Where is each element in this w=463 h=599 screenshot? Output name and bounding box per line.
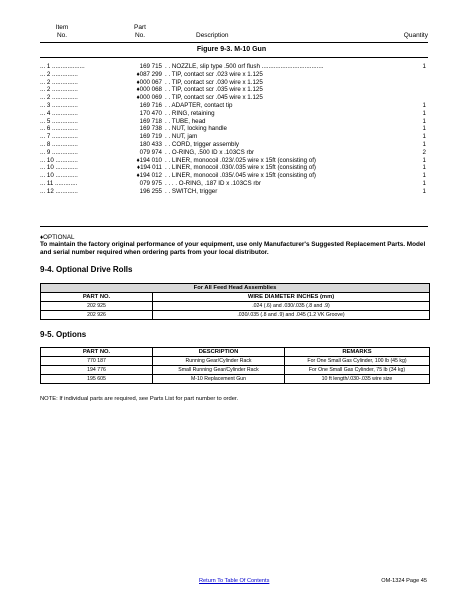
replacement-parts-notice: To maintain the factory original performance of your equipment, use only Manufacturer's Suggested Replacement Parts. Model and serial number required when ordering parts from your local distributor. — [40, 241, 426, 256]
part-number: ♦087 299 — [136, 70, 162, 78]
part-description: . . TIP, contact scr .035 wire x 1.125 — [165, 86, 263, 94]
parts-note: NOTE: If individual parts are required, see Parts List for part number to order. — [40, 396, 239, 402]
part-description: . . NUT, locking handle — [165, 125, 227, 133]
item-number: ... 7 ............... — [40, 133, 78, 141]
part-description: . . TIP, contact scr .045 wire x 1.125 — [165, 94, 263, 102]
item-number: ... 12 ............. — [40, 187, 78, 195]
options-table — [40, 347, 430, 384]
part-description: . . LINER, monocoil .035/.045 wire x 15ft (consisting of) — [165, 172, 316, 180]
parts-row — [40, 110, 428, 118]
part-description: . . TIP, contact scr .030 wire x 1.125 — [165, 78, 263, 86]
description-header: Description — [196, 32, 229, 39]
part-quantity: 1 — [422, 179, 426, 187]
part-number: ♦194 011 — [136, 164, 162, 172]
parts-row — [40, 71, 428, 79]
item-number: ... 10 ............. — [40, 164, 78, 172]
part-number: 169 716 — [139, 101, 162, 109]
drive-rolls-col-wire: WIRE DIAMETER INCHES (mm) — [153, 293, 430, 302]
options-col-description: DESCRIPTION — [153, 348, 285, 357]
wire-diameter-cell: .030/.035 (.8 and .9) and .045 (1.2 VK Groove) — [153, 311, 430, 320]
part-number: 170 470 — [139, 109, 162, 117]
item-number: ... 10 ............. — [40, 172, 78, 180]
part-number: ♦000 069 — [136, 94, 162, 102]
part-description: . . NOZZLE, slip type .500 orf flush .................................... — [165, 63, 324, 70]
drive-rolls-heading: 9-4. Optional Drive Rolls — [40, 265, 133, 274]
part-number-cell: 202 925 — [41, 302, 153, 311]
part-quantity: 1 — [422, 140, 426, 148]
part-description: . . ADAPTER, contact tip — [165, 101, 233, 109]
part-quantity: 1 — [422, 63, 426, 70]
remarks-cell: 10 ft length/.030-.035 wire size — [285, 375, 430, 384]
parts-row — [40, 149, 428, 157]
parts-row — [40, 63, 428, 71]
optional-legend: ♦OPTIONAL — [40, 234, 75, 241]
parts-row — [40, 102, 428, 110]
quantity-header: Quantity — [403, 32, 428, 39]
part-description: . . RING, retaining — [165, 109, 215, 117]
part-number: 169 715 — [139, 63, 162, 70]
part-description: . . TUBE, head — [165, 117, 206, 125]
figure-title: Figure 9-3. M-10 Gun — [196, 46, 267, 53]
item-no-header: Item No. — [55, 24, 69, 39]
figure-title-rule — [40, 57, 428, 58]
part-number: 196 255 — [139, 187, 162, 195]
item-number: ... 10 ............. — [40, 156, 78, 164]
description-cell: M-10 Replacement Gun — [153, 375, 285, 384]
part-quantity: 1 — [422, 101, 426, 109]
part-description: . . . . O-RING, .187 ID x .103CS rbr — [165, 179, 261, 187]
parts-row — [40, 79, 428, 87]
part-quantity: 1 — [422, 133, 426, 141]
parts-list — [40, 63, 428, 196]
item-number: ... 1 ................... — [40, 63, 85, 70]
parts-row — [40, 157, 428, 165]
options-heading: 9-5. Options — [40, 330, 87, 339]
part-quantity: 1 — [422, 125, 426, 133]
part-quantity: 1 — [422, 109, 426, 117]
item-number: ... 5 ............... — [40, 117, 78, 125]
part-quantity: 1 — [422, 117, 426, 125]
page-number: OM-1324 Page 45 — [381, 578, 427, 584]
part-description: . . SWITCH, trigger — [165, 187, 218, 195]
item-number: ... 11 ............. — [40, 179, 78, 187]
options-col-part: PART NO. — [41, 348, 153, 357]
part-quantity: 1 — [422, 187, 426, 195]
item-number: ... 8 ............... — [40, 140, 78, 148]
part-number: ♦000 068 — [136, 86, 162, 94]
parts-row — [40, 188, 428, 196]
part-number-cell: 195 605 — [41, 375, 153, 384]
drive-rolls-table — [40, 283, 430, 320]
wire-diameter-cell: .024 (.6) and .030/.035 (.8 and .9) — [153, 302, 430, 311]
remarks-cell: For One Small Gas Cylinder, 75 lb (34 kg) — [285, 366, 430, 375]
item-number: ... 2 ............... — [40, 70, 78, 78]
description-cell: Small Running Gear/Cylinder Rack — [153, 366, 285, 375]
part-description: . . O-RING, .500 ID x .103CS rbr — [165, 148, 255, 156]
parts-list-bottom-rule — [40, 226, 428, 227]
parts-row — [40, 180, 428, 188]
part-number: 169 719 — [139, 133, 162, 141]
remarks-cell: For One Small Gas Cylinder, 100 lb (45 kg) — [285, 357, 430, 366]
part-number-cell: 202 926 — [41, 311, 153, 320]
part-number: 079 975 — [139, 179, 162, 187]
part-number: 169 738 — [139, 125, 162, 133]
table-row — [41, 311, 430, 320]
part-description: . . CORD, trigger assembly — [165, 140, 239, 148]
part-number: 169 718 — [139, 117, 162, 125]
item-number: ... 2 ............... — [40, 86, 78, 94]
part-quantity: 1 — [422, 164, 426, 172]
part-quantity: 1 — [422, 156, 426, 164]
table-row — [41, 357, 430, 366]
part-number: ♦000 067 — [136, 78, 162, 86]
parts-row — [40, 164, 428, 172]
parts-row — [40, 125, 428, 133]
item-number: ... 2 ............... — [40, 78, 78, 86]
part-number-cell: 194 776 — [41, 366, 153, 375]
description-cell: Running Gear/Cylinder Rack — [153, 357, 285, 366]
part-quantity: 1 — [422, 172, 426, 180]
part-no-header: Part No. — [134, 24, 146, 39]
parts-row — [40, 86, 428, 94]
table-row — [41, 302, 430, 311]
drive-rolls-table-title: For All Feed Head Assemblies — [41, 284, 430, 293]
part-number: 180 433 — [139, 140, 162, 148]
parts-row — [40, 133, 428, 141]
parts-row — [40, 141, 428, 149]
parts-row — [40, 94, 428, 102]
part-description: . . NUT, jam — [165, 133, 198, 141]
part-description: . . LINER, monocoil .030/.035 wire x 15ft (consisting of) — [165, 164, 316, 172]
part-number: ♦194 012 — [136, 172, 162, 180]
part-description: . . LINER, monocoil .023/.025 wire x 15ft (consisting of) — [165, 156, 316, 164]
part-number: ♦194 010 — [136, 156, 162, 164]
options-col-remarks: REMARKS — [285, 348, 430, 357]
table-row — [41, 375, 430, 384]
parts-list-header — [40, 22, 428, 43]
return-to-toc-link[interactable]: Return To Table Of Contents — [199, 578, 270, 584]
parts-row — [40, 118, 428, 126]
part-number-cell: 770 187 — [41, 357, 153, 366]
drive-rolls-col-part: PART NO. — [41, 293, 153, 302]
part-number: 079 974 — [139, 148, 162, 156]
part-description: . . TIP, contact scr .023 wire x 1.125 — [165, 70, 263, 78]
parts-row — [40, 172, 428, 180]
item-number: ... 3 ............... — [40, 101, 78, 109]
item-number: ... 2 ............... — [40, 94, 78, 102]
item-number: ... 4 ............... — [40, 109, 78, 117]
item-number: ... 6 ............... — [40, 125, 78, 133]
part-quantity: 2 — [422, 148, 426, 156]
item-number: ... 9 ............... — [40, 148, 78, 156]
table-row — [41, 366, 430, 375]
